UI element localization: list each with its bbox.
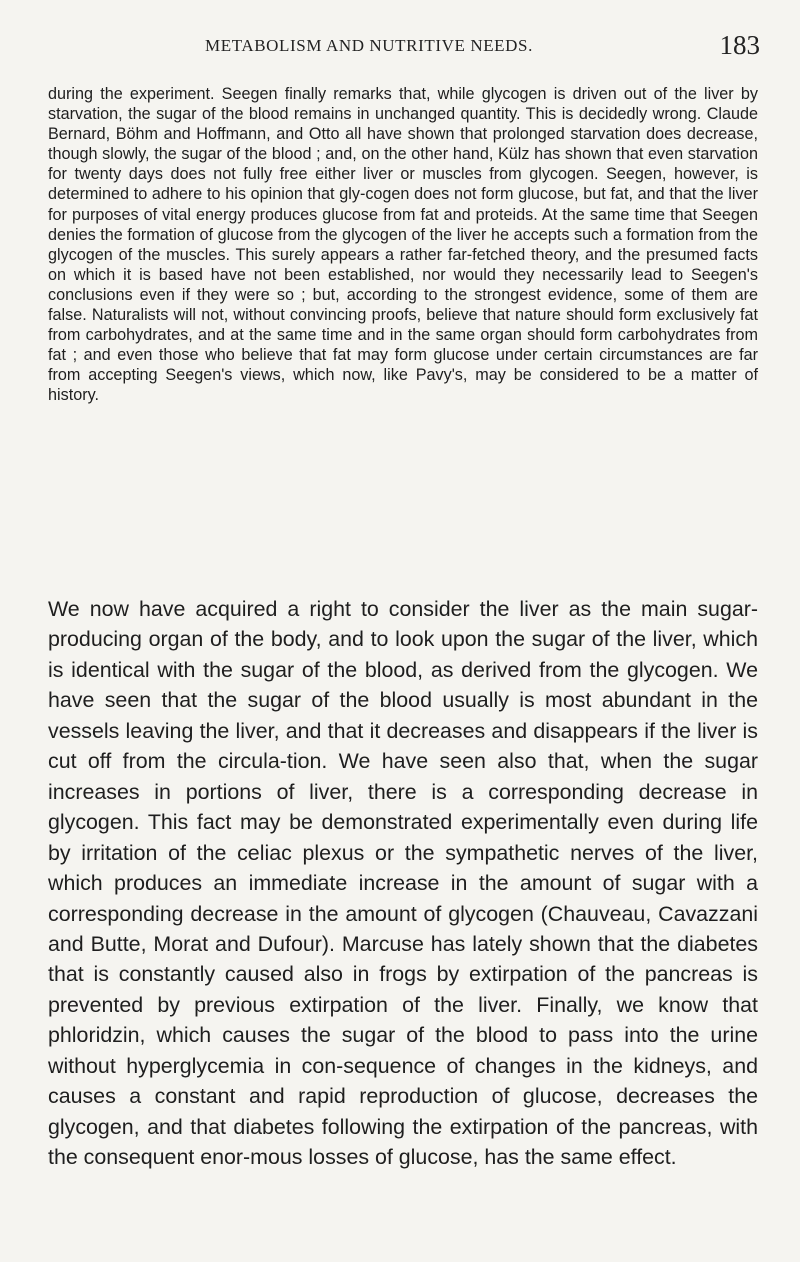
paragraph-small-print: during the experiment. Seegen finally remarks that, while glycogen is driven out of the liver by starvation, the sugar of the blood remains in unchanged quantity. This is decidedly wrong. Claude Bernard, Böhm and Hoffmann, and Otto all have shown that prolonged starvation does decrease, though slowly, the sugar of the blood ; and, on the other hand, Külz has shown that even starvation for twenty days does not fully free either liver or muscles from glycogen. Seegen, however, is determined to adhere to his opinion that gly-cogen does not form glucose, but fat, and that the liver for purposes of vital energy produces glucose from fat and proteids. At the same time that Seegen denies the formation of glucose from the glycogen of the liver he accepts such a formation from the glycogen of the muscles. This surely appears a rather far-fetched theory, and the presumed facts on which it is based have not been established, nor would they necessarily lead to Seegen's conclusions even if they were so ; but, according to the strongest evidence, some of them are false. Naturalists will not, without convincing proofs, believe that nature should form exclusively fat from carbohydrates, and at the same time and in the same organ should form carbohydrates from fat ; and even those who believe that fat may form glucose under certain circumstances are far from accepting Seegen's views, which now, like Pavy's, may be considered to be a matter of history.: [48, 85, 758, 405]
page-number: 183: [719, 30, 760, 60]
paragraph-main: We now have acquired a right to consider the liver as the main sugar-producing organ of the body, and to look upon the sugar of the liver, which is identical with the sugar of the blood, as derived from the glycogen. We have seen that the sugar of the blood usually is most abundant in the vessels leaving the liver, and that it decreases and disappears if the liver is cut off from the circula-tion. We have seen also that, when the sugar increases in portions of liver, there is a corresponding decrease in glycogen. This fact may be demonstrated experimentally even during life by irritation of the celiac plexus or the sympathetic nerves of the liver, which produces an immediate increase in the amount of sugar with a corresponding decrease in the amount of glycogen (Chauveau, Cavazzani and Butte, Morat and Dufour). Marcuse has lately shown that the diabetes that is constantly caused also in frogs by extirpation of the pancreas is prevented by previous extirpation of the liver. Finally, we know that phloridzin, which causes the sugar of the blood to pass into the urine without hyperglycemia in con-sequence of changes in the kidneys, and causes a constant and rapid reproduction of glucose, decreases the glycogen, and that diabetes following the extirpation of the pancreas, with the consequent enor-mous losses of glucose, has the same effect.: [48, 597, 758, 1170]
running-head: METABOLISM AND NUTRITIVE NEEDS.: [205, 36, 533, 55]
